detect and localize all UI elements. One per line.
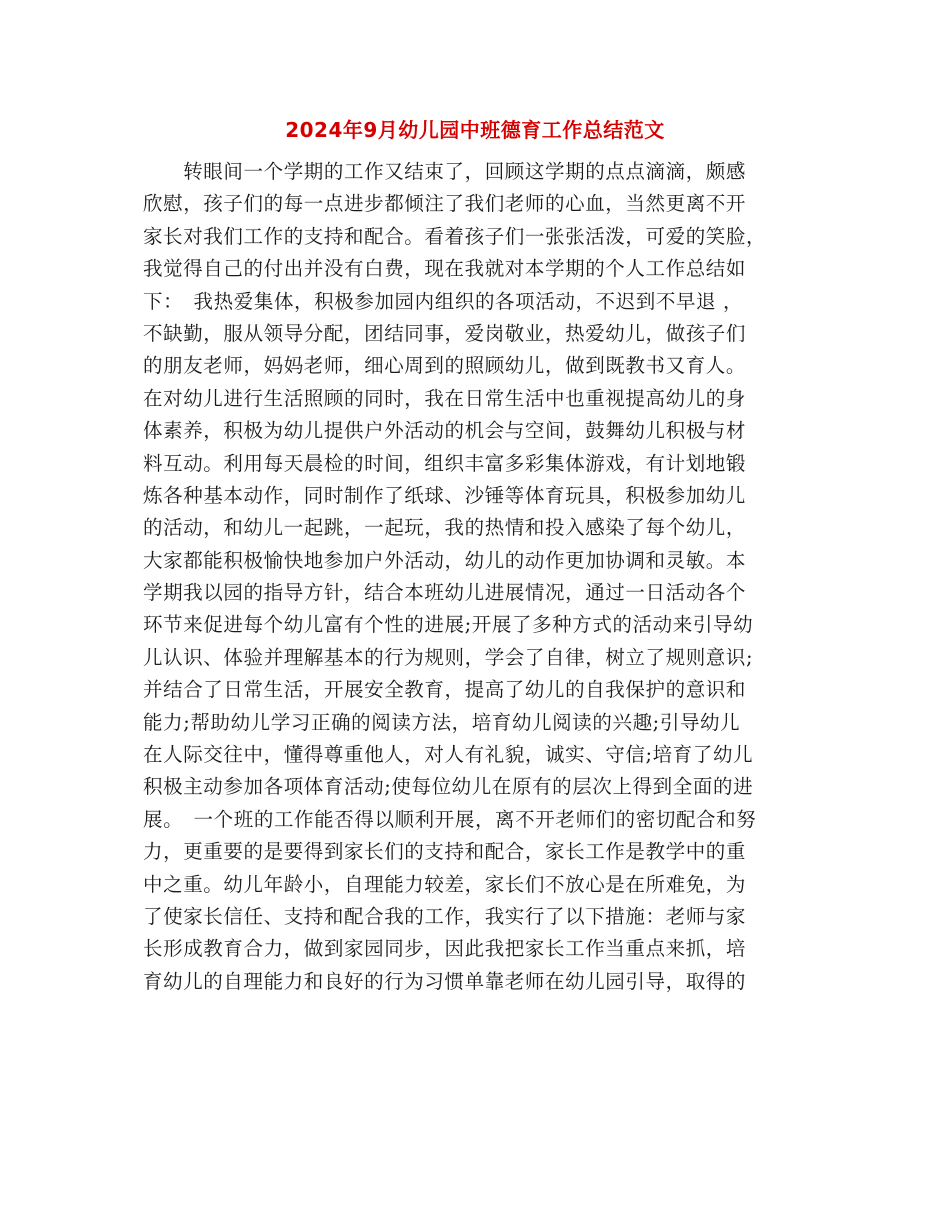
body-line: 我觉得自己的付出并没有白费，现在我就对本学期的个人工作总结如 [143,257,747,281]
body-line: 转眼间一个学期的工作又结束了，回顾这学期的点点滴滴，颇感 [143,160,747,183]
body-line: 儿认识、体验并理解基本的行为规则，学会了自律，树立了规则意识; [143,645,754,669]
document-body [143,156,813,998]
body-line: 的活动，和幼儿一起跳，一起玩，我的热情和投入感染了每个幼儿， [143,516,747,540]
document-title: 2024年9月幼儿园中班德育工作总结范文 [285,118,665,142]
body-line: 环节来促进每个幼儿富有个性的进展;开展了多种方式的活动来引导幼 [143,613,754,637]
body-line: 在人际交往中，懂得尊重他人，对人有礼貌，诚实、守信;培育了幼儿 [143,743,754,767]
body-line: 中之重。幼儿年龄小，自理能力较差，家长们不放心是在所难免，为 [143,872,747,896]
body-line: 了使家长信任、支持和配合我的工作，我实行了以下措施：老师与家 [143,904,747,928]
body-line: 体素养，积极为幼儿提供户外活动的机会与空间，鼓舞幼儿积极与材 [143,419,747,443]
body-line: 不缺勤，服从领导分配，团结同事，爱岗敬业，热爱幼儿，做孩子们 [143,321,747,345]
body-line: 料互动。利用每天晨检的时间，组织丰富多彩集体游戏，有计划地锻 [143,451,747,475]
body-line: 能力;帮助幼儿学习正确的阅读方法，培育幼儿阅读的兴趣;引导幼儿 [143,710,741,734]
body-line: 长形成教育合力，做到家园同步，因此我把家长工作当重点来抓，培 [143,937,747,961]
body-line: 学期我以园的指导方针，结合本班幼儿进展情况，通过一日活动各个 [143,581,747,605]
body-line: 家长对我们工作的支持和配合。看着孩子们一张张活泼，可爱的笑脸， [143,224,767,248]
body-line: 力，更重要的是要得到家长们的支持和配合，家长工作是教学中的重 [143,840,747,864]
body-line: 积极主动参加各项体育活动;使每位幼儿在原有的层次上得到全面的进 [143,775,754,799]
body-line: 育幼儿的自理能力和良好的行为习惯单靠老师在幼儿园引导，取得的 [143,969,747,993]
body-line: 炼各种基本动作，同时制作了纸球、沙锤等体育玩具，积极参加幼儿 [143,483,747,507]
body-line: 并结合了日常生活，开展安全教育，提高了幼儿的自我保护的意识和 [143,678,747,702]
body-line: 欣慰，孩子们的每一点进步都倾注了我们老师的心血，当然更离不开 [143,192,747,216]
body-line: 在对幼儿进行生活照顾的同时，我在日常生活中也重视提高幼儿的身 [143,386,747,410]
body-line: 展。 一个班的工作能否得以顺利开展，离不开老师们的密切配合和努 [143,807,757,831]
body-line: 的朋友老师，妈妈老师，细心周到的照顾幼儿，做到既教书又育人。 [143,354,747,378]
body-line: 下： 我热爱集体，积极参加园内组织的各项活动，不迟到不早退 ， [143,289,744,313]
body-line: 大家都能积极愉快地参加户外活动，幼儿的动作更加协调和灵敏。本 [143,548,747,572]
